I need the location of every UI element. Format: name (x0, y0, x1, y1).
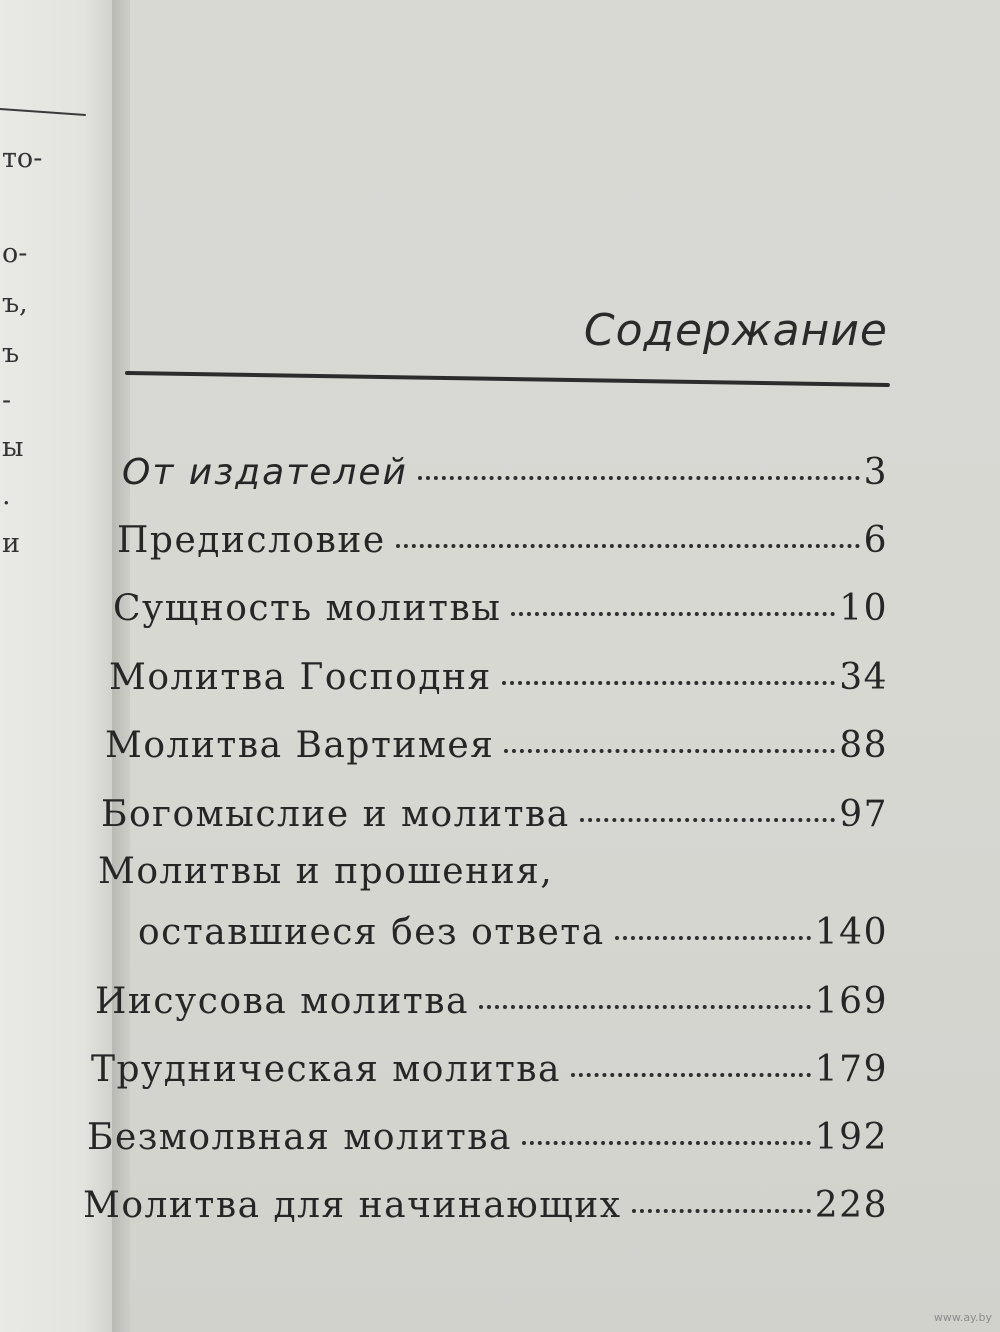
toc-entry (83, 1185, 888, 1226)
dot-leader (504, 749, 835, 753)
toc-entry-title: Трудническая молитва (91, 1049, 561, 1090)
toc-entry-title-line2: оставшиеся без ответа (138, 912, 605, 953)
toc-entry-title-line1: Молитвы и прошения, (98, 851, 554, 892)
toc-entry-title: Безмолвная молитва (87, 1117, 513, 1158)
toc-entry (91, 1049, 888, 1090)
left-page-fragment: ъ (2, 338, 20, 369)
toc-entry (113, 588, 888, 629)
title-divider (125, 371, 890, 387)
left-page-fragment: . (2, 480, 11, 511)
toc-title: Содержание (583, 305, 888, 356)
watermark: www.ay.by (933, 1311, 992, 1324)
toc-entry-page: 97 (839, 794, 888, 835)
left-page-fragment: то- (2, 143, 43, 174)
toc-entry-page: 192 (814, 1117, 888, 1158)
toc-entry-title: Богомыслие и молитва (101, 794, 570, 835)
left-page-fragment: ъ, (2, 288, 28, 319)
toc-entry-title: От издателей (122, 452, 408, 493)
toc-entry (105, 725, 888, 766)
left-page-fragment: о- (2, 238, 28, 269)
toc-entry-page: 179 (814, 1049, 888, 1090)
left-page-fragment: и (2, 528, 20, 559)
dot-leader (580, 818, 835, 822)
dot-leader (571, 1073, 811, 1077)
toc-entry-page: 34 (839, 657, 888, 698)
toc-entry-page: 228 (814, 1185, 888, 1226)
toc-entry-page: 88 (839, 725, 888, 766)
toc-entry-title: Сущность молитвы (113, 588, 502, 629)
dot-leader (615, 936, 811, 940)
left-page-fragment: ы (2, 432, 24, 463)
toc-entry-title: Предисловие (117, 520, 386, 561)
toc-entry-page: 3 (863, 452, 888, 493)
toc-entry (101, 794, 888, 835)
dot-leader (479, 1005, 811, 1009)
toc-entry (117, 520, 888, 561)
dot-leader (396, 544, 860, 548)
dot-leader (418, 476, 860, 480)
dot-leader (502, 681, 835, 685)
toc-entry (122, 452, 888, 493)
dot-leader (522, 1141, 811, 1145)
toc-entry-title: Иисусова молитва (95, 981, 469, 1022)
toc-entry (87, 1117, 888, 1158)
toc-entry-page: 140 (814, 912, 888, 953)
dot-leader (511, 612, 835, 616)
toc-entry (109, 657, 888, 698)
toc-entry (138, 912, 888, 953)
toc-entry-title: Молитва Вартимея (105, 725, 495, 766)
toc-entry-page: 169 (814, 981, 888, 1022)
toc-entry-page: 6 (863, 520, 888, 561)
toc-entry-page: 10 (839, 588, 888, 629)
dot-leader (632, 1209, 811, 1213)
toc-entry-title: Молитва для начинающих (83, 1185, 622, 1226)
toc-entry-title: Молитва Господня (109, 657, 492, 698)
left-page-fragment: - (2, 385, 12, 416)
toc-entry (95, 981, 888, 1022)
